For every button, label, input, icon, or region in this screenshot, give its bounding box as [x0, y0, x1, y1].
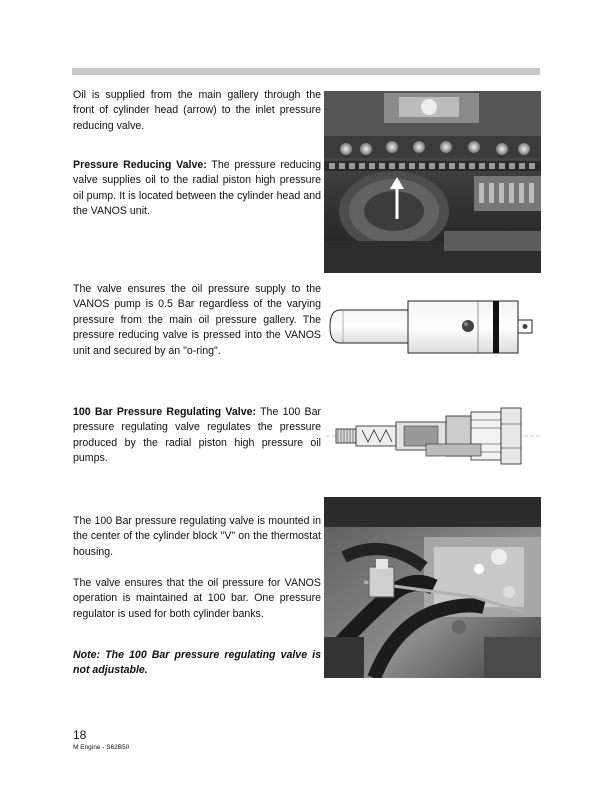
regulating-valve-paragraph: [73, 405, 321, 467]
intro-paragraph: Oil is supplied from the main gallery through the front of cylinder head (arrow) to the inlet pressure reducing valve.: [73, 89, 321, 132]
pressure-reducing-valve-heading: Pressure Reducing Valve:: [73, 159, 207, 171]
document-title: M Engine - S62B50: [73, 744, 130, 751]
engine-v-photo: [324, 497, 541, 678]
valve-ensures-paragraph: The valve ensures the oil pressure supply to the VANOS pump is 0.5 Bar regardless of the varying pressure from the main oil pressure gallery. The pressure reducing valve is pressed into the VANOS unit and secured by an "o-ring".: [73, 283, 321, 357]
cylinder-head-photo: [324, 91, 541, 273]
regulating-valve-text: The 100 Bar pressure regulating valve regulates the pressure produced by the radial piston high pressure oil pumps.: [73, 406, 321, 465]
mounting-paragraph: The 100 Bar pressure regulating valve is mounted in the center of the cylinder block "V" on the thermostat housing.: [73, 515, 321, 558]
regulating-valve-cutaway-drawing: [326, 404, 542, 470]
header-rule: [72, 68, 540, 75]
page-number: 18: [73, 728, 87, 742]
note-paragraph: Note: The 100 Bar pressure regulating valve is not adjustable.: [73, 649, 321, 677]
pressure-reducing-valve-text: The pressure reducing valve supplies oil to the radial piston high pressure oil pump. It is located between the cylinder head and the VANOS unit.: [73, 159, 322, 218]
pressure-maintained-paragraph: The valve ensures that the oil pressure for VANOS operation is maintained at 100 bar. One pressure regulator is used for both cylinder banks.: [73, 577, 321, 620]
pressure-reducing-valve-drawing: [328, 293, 543, 361]
pressure-reducing-valve-paragraph: [73, 158, 321, 220]
regulating-valve-heading: 100 Bar Pressure Regulating Valve:: [73, 406, 257, 418]
